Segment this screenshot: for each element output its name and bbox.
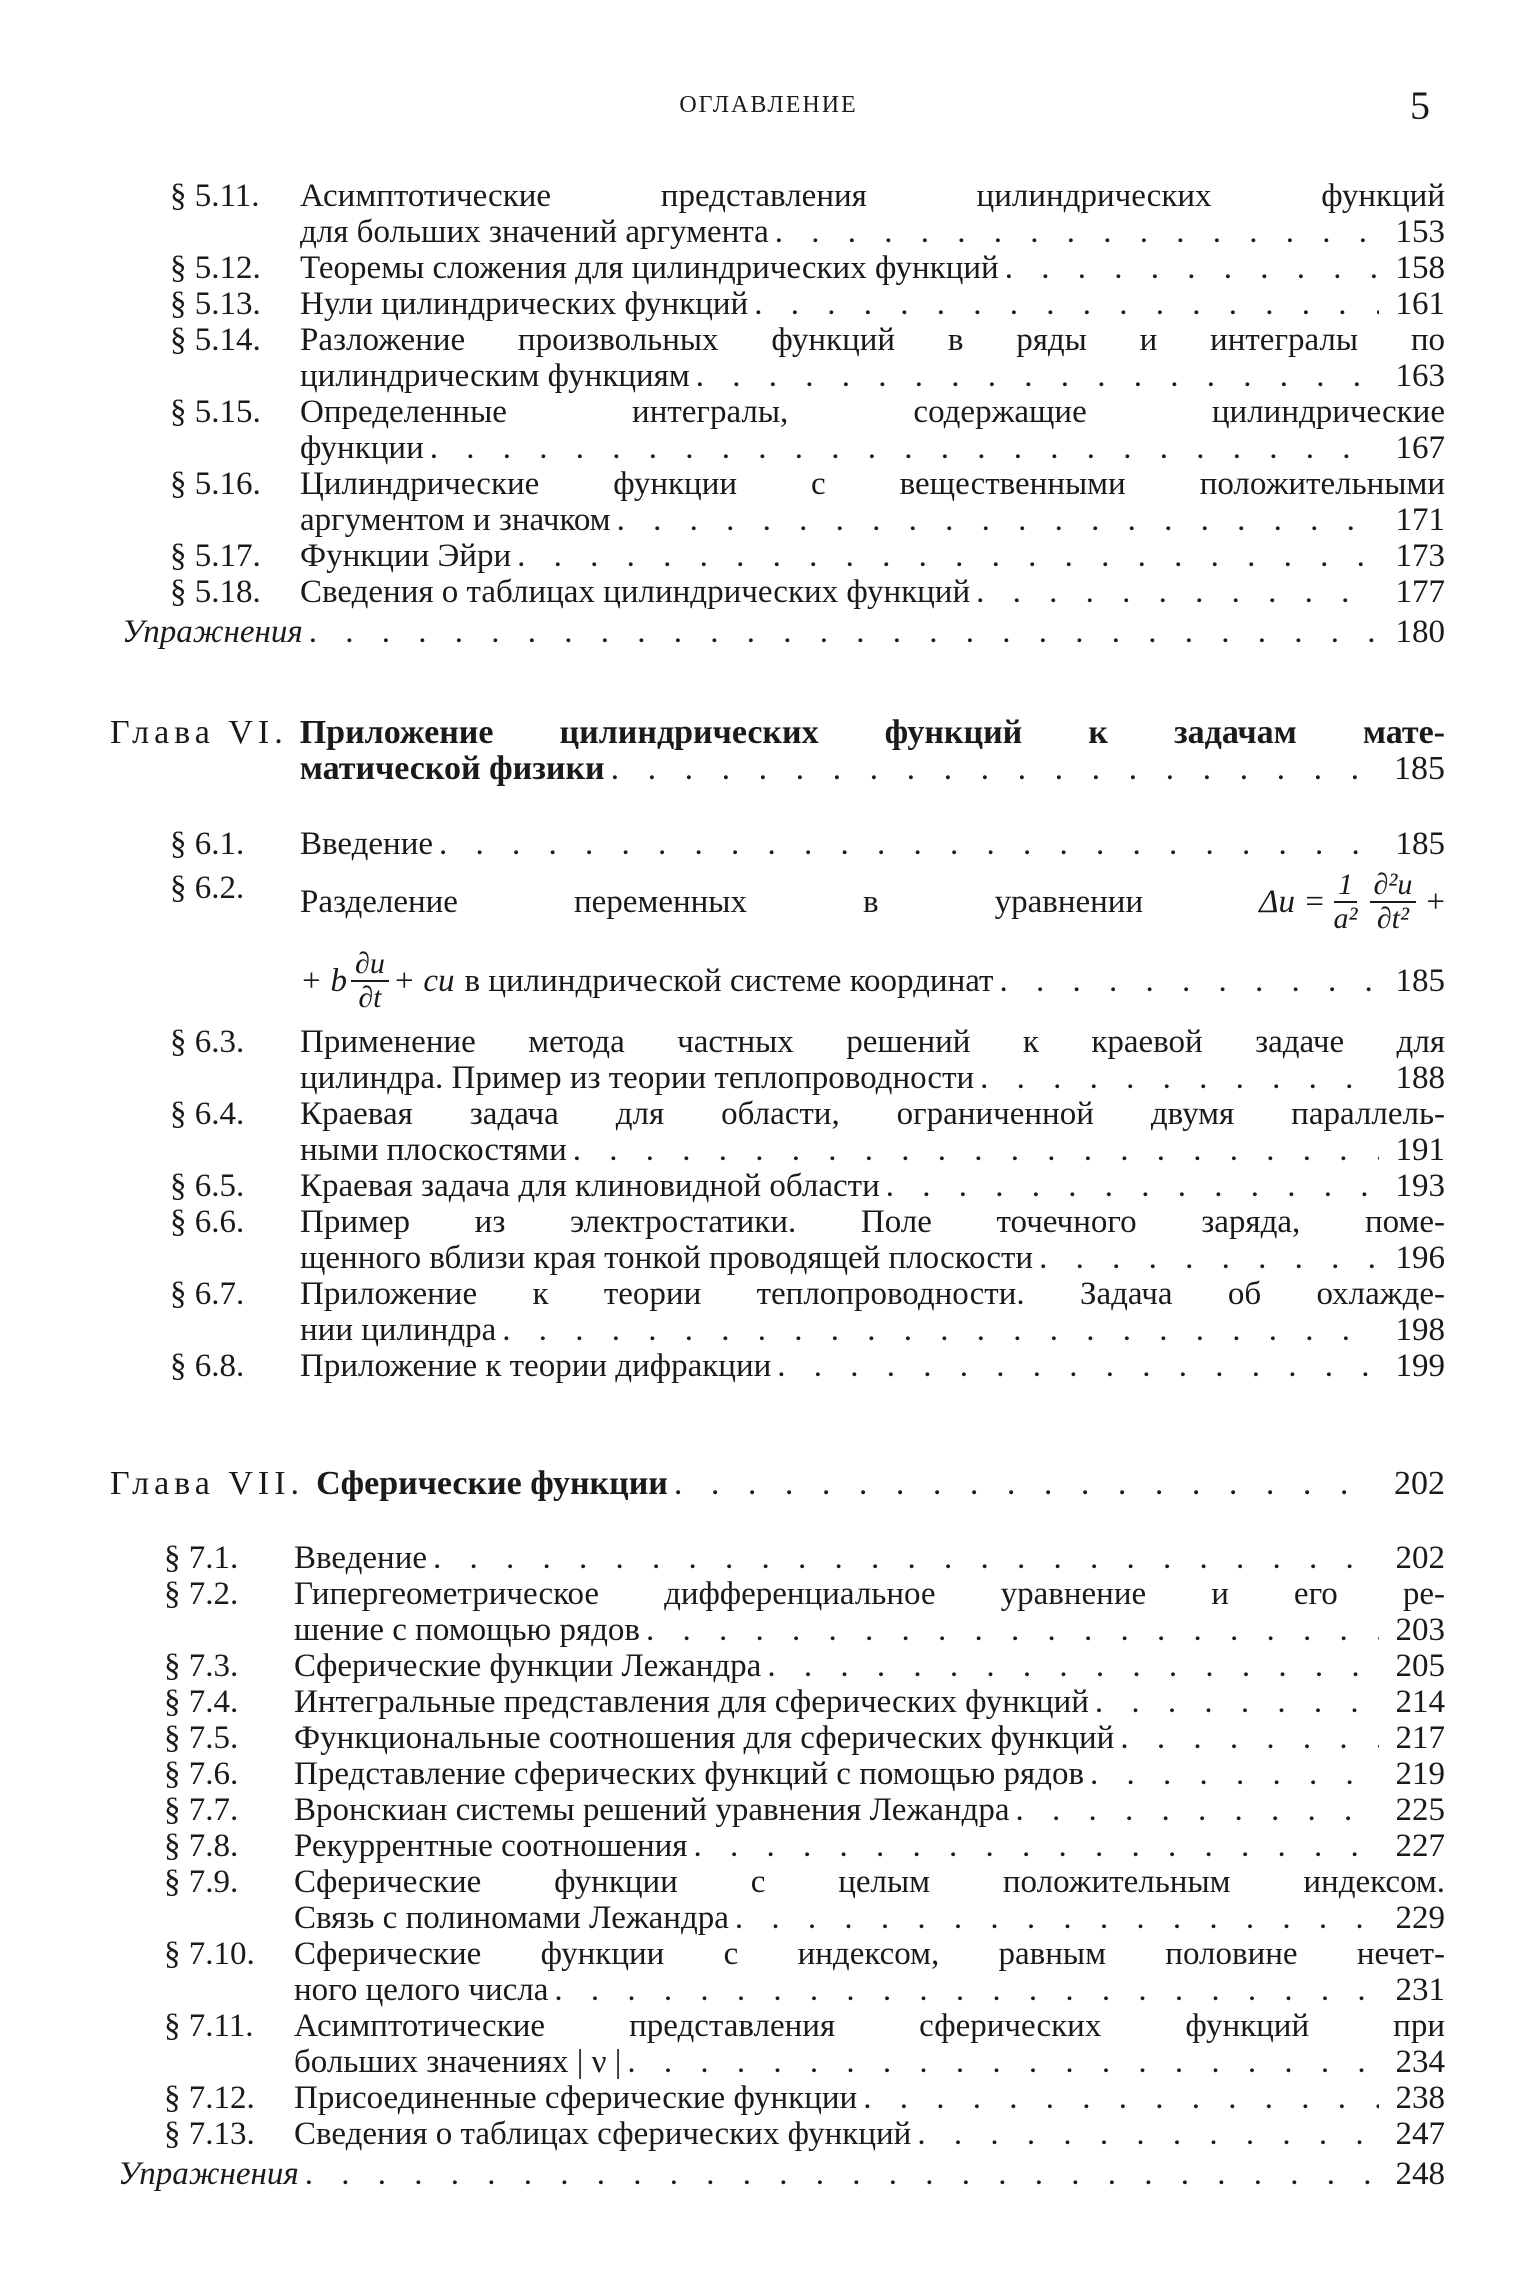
- toc-entry: [164, 1792, 1445, 1828]
- toc-entry: [164, 1864, 1445, 1936]
- entry-text: Сведения о таблицах цилиндрических функций: [300, 574, 971, 610]
- toc-entry: [170, 574, 1445, 610]
- section-number: § 5.18.: [170, 574, 261, 610]
- section-5-list: [122, 178, 1445, 650]
- page-ref: 177: [1395, 574, 1445, 610]
- toc-entry: [164, 1720, 1445, 1756]
- page-ref: 225: [1395, 1792, 1445, 1828]
- fraction-denominator: ∂t²: [1376, 902, 1410, 935]
- leader-dots: [693, 1828, 1379, 1864]
- entry-text: ного целого числа: [294, 1972, 549, 2008]
- entry-text-line: Асимптотические представления цилиндрических функций: [300, 178, 1445, 214]
- leader-dots: [980, 1060, 1379, 1096]
- entry-text: Представление сферических функций с помощью рядов: [294, 1756, 1085, 1792]
- toc-entry: [164, 2080, 1445, 2116]
- page-ref: 238: [1395, 2080, 1445, 2116]
- section-number: § 7.10.: [164, 1936, 255, 1972]
- fraction-denominator: ∂t: [358, 981, 382, 1014]
- entry-text-line: Краевая задача для области, ограниченной двумя параллель-: [300, 1096, 1445, 1132]
- entry-text: в цилиндрической системе координат: [464, 963, 994, 999]
- entry-text: ными плоскостями: [300, 1132, 567, 1168]
- entry-text-line: Асимптотические представления сферических функций при: [294, 2008, 1445, 2044]
- entry-text: Краевая задача для клиновидной области: [300, 1168, 880, 1204]
- toc-entry: [164, 1756, 1445, 1792]
- entry-text: Сферические функции Лежандра: [294, 1648, 762, 1684]
- section-number: § 5.13.: [170, 286, 261, 322]
- entry-text: цилиндра. Пример из теории теплопроводности: [300, 1060, 975, 1096]
- page-ref: 203: [1395, 1612, 1445, 1648]
- leader-dots: [611, 751, 1379, 787]
- chapter-title: Сферические функции: [316, 1465, 668, 1502]
- page-ref: 234: [1395, 2044, 1445, 2080]
- page-ref: 163: [1395, 358, 1445, 394]
- page-ref: 191: [1395, 1132, 1445, 1168]
- entry-text-line: Применение метода частных решений к краевой задаче для: [300, 1024, 1445, 1060]
- chapter-6-heading: [110, 715, 1445, 787]
- entry-text: в: [862, 884, 879, 920]
- section-number: § 5.14.: [170, 322, 261, 358]
- section-number: § 7.6.: [164, 1756, 239, 1792]
- page-ref: 173: [1395, 538, 1445, 574]
- entry-text: цилиндрическим функциям: [300, 358, 690, 394]
- page-number: 5: [1410, 83, 1430, 128]
- entry-text: больших значениях | ν |: [294, 2044, 622, 2080]
- page-ref: 161: [1395, 286, 1445, 322]
- toc-entry: [170, 394, 1445, 466]
- chapter-title-line: матической физики: [299, 750, 605, 787]
- leader-dots: [767, 1648, 1379, 1684]
- fraction-numerator: 1: [1334, 869, 1357, 903]
- exercises-entry: [122, 614, 1445, 650]
- section-number: § 6.5.: [170, 1168, 245, 1204]
- leader-dots: [976, 574, 1379, 610]
- entry-text: Разделение: [300, 884, 458, 920]
- toc-entry: [170, 1096, 1445, 1168]
- section-number: § 6.4.: [170, 1096, 245, 1132]
- entry-text-line: Цилиндрические функции с вещественными положительными: [300, 466, 1445, 502]
- toc-entry: [164, 1576, 1445, 1648]
- page-ref: 193: [1395, 1168, 1445, 1204]
- section-number: § 6.1.: [170, 826, 245, 862]
- toc-entry: [164, 2116, 1445, 2152]
- entry-text: щенного вблизи края тонкой проводящей плоскости: [300, 1240, 1034, 1276]
- section-number: § 5.15.: [170, 394, 261, 430]
- equation: [1259, 869, 1445, 935]
- section-number: § 7.1.: [164, 1540, 239, 1576]
- section-number: § 6.3.: [170, 1024, 245, 1060]
- exercises-label: Упражнения: [122, 614, 303, 650]
- section-number: § 7.5.: [164, 1720, 239, 1756]
- entry-text: уравнении: [994, 884, 1144, 920]
- entry-text: Сведения о таблицах сферических функций: [294, 2116, 912, 2152]
- toc-entry: [170, 178, 1445, 250]
- entry-text: Рекуррентные соотношения: [294, 1828, 688, 1864]
- entry-text: переменных: [573, 884, 747, 920]
- leader-dots: [754, 286, 1379, 322]
- page-ref: 217: [1395, 1720, 1445, 1756]
- page-ref: 227: [1395, 1828, 1445, 1864]
- entry-text: Вронскиан системы решений уравнения Лежандра: [294, 1792, 1010, 1828]
- chapter-label: Глава VI.: [110, 714, 288, 751]
- section-number: § 7.9.: [164, 1864, 239, 1900]
- toc-entry: [170, 1276, 1445, 1348]
- toc-entry: [170, 1348, 1445, 1384]
- toc-entry: [170, 1168, 1445, 1204]
- leader-dots: [999, 963, 1379, 999]
- leader-dots: [554, 1972, 1379, 2008]
- entry-text: Присоединенные сферические функции: [294, 2080, 858, 2116]
- toc-entry: [164, 1684, 1445, 1720]
- equation-term: + b: [300, 963, 348, 999]
- chapter-7-heading: [110, 1466, 1445, 1502]
- page-ref: 199: [1395, 1348, 1445, 1384]
- leader-dots: [1015, 1792, 1379, 1828]
- leader-dots: [517, 538, 1379, 574]
- section-number: § 5.12.: [170, 250, 261, 286]
- toc-entry: [170, 870, 1445, 1014]
- entry-text: для больших значений аргумента: [300, 214, 769, 250]
- leader-dots: [1090, 1756, 1379, 1792]
- leader-dots: [1095, 1684, 1379, 1720]
- leader-dots: [1039, 1240, 1379, 1276]
- page-ref: 153: [1395, 214, 1445, 250]
- fraction-denominator: a²: [1333, 902, 1358, 935]
- entry-text-line: Определенные интегралы, содержащие цилиндрические: [300, 394, 1445, 430]
- entry-text: функции: [300, 430, 424, 466]
- page-ref: 158: [1395, 250, 1445, 286]
- section-number: § 6.2.: [170, 870, 245, 906]
- section-number: § 7.8.: [164, 1828, 239, 1864]
- entry-text: шение с помощью рядов: [294, 1612, 641, 1648]
- section-6-list: [170, 826, 1445, 1384]
- section-number: § 6.7.: [170, 1276, 245, 1312]
- equation-lhs: Δu =: [1259, 884, 1326, 920]
- leader-dots: [777, 1348, 1379, 1384]
- toc-entry: [164, 1648, 1445, 1684]
- leader-dots: [863, 2080, 1379, 2116]
- page-ref: 167: [1395, 430, 1445, 466]
- page-ref: 198: [1395, 1312, 1445, 1348]
- leader-dots: [886, 1168, 1379, 1204]
- page-ref: 247: [1395, 2116, 1445, 2152]
- toc-entry: [170, 466, 1445, 538]
- toc-entry: [170, 322, 1445, 394]
- fraction: [351, 948, 389, 1014]
- page-ref: 219: [1395, 1756, 1445, 1792]
- section-number: § 6.8.: [170, 1348, 245, 1384]
- page-ref: 180: [1395, 614, 1445, 650]
- toc-entry: [170, 1024, 1445, 1096]
- page-ref: 171: [1395, 502, 1445, 538]
- leader-dots: [433, 1540, 1379, 1576]
- section-number: § 7.4.: [164, 1684, 239, 1720]
- equation-continuation: [300, 948, 993, 1014]
- fraction: [1330, 869, 1362, 935]
- leader-dots: [573, 1132, 1379, 1168]
- exercises-label: Упражнения: [118, 2156, 299, 2192]
- exercises-entry: [118, 2156, 1445, 2192]
- leader-dots: [775, 214, 1379, 250]
- toc-entry: [170, 538, 1445, 574]
- section-number: § 7.3.: [164, 1648, 239, 1684]
- leader-dots: [1120, 1720, 1379, 1756]
- toc-entry: [170, 826, 1445, 862]
- toc-entry: [170, 286, 1445, 322]
- toc-entry: [164, 1828, 1445, 1864]
- entry-text: Функциональные соотношения для сферических функций: [294, 1720, 1115, 1756]
- section-number: § 5.11.: [170, 178, 260, 214]
- toc-entry: [164, 2008, 1445, 2080]
- section-number: § 7.2.: [164, 1576, 239, 1612]
- leader-dots: [439, 826, 1379, 862]
- entry-text: Теоремы сложения для цилиндрических функций: [300, 250, 999, 286]
- toc-entry: [170, 250, 1445, 286]
- leader-dots: [305, 2156, 1379, 2192]
- leader-dots: [917, 2116, 1379, 2152]
- section-number: § 6.6.: [170, 1204, 245, 1240]
- page-ref: 231: [1395, 1972, 1445, 2008]
- entry-text-line: Гипергеометрическое дифференциальное уравнение и его ре-: [294, 1576, 1445, 1612]
- page-ref: 185: [1394, 750, 1445, 787]
- entry-text-line: Сферические функции с целым положительным индексом.: [294, 1864, 1445, 1900]
- section-number: § 5.16.: [170, 466, 261, 502]
- section-number: § 7.12.: [164, 2080, 255, 2116]
- fraction: [1370, 869, 1417, 935]
- leader-dots: [1005, 250, 1379, 286]
- equation-term: + cu: [392, 963, 455, 999]
- leader-dots: [735, 1900, 1379, 1936]
- page-ref: 229: [1395, 1900, 1445, 1936]
- page-ref: 202: [1395, 1540, 1445, 1576]
- section-7-list: [118, 1540, 1445, 2192]
- entry-text-line: Разложение произвольных функций в ряды и интегралы по: [300, 322, 1445, 358]
- leader-dots: [430, 430, 1379, 466]
- entry-text: Введение: [294, 1540, 428, 1576]
- entry-text: Нули цилиндрических функций: [300, 286, 749, 322]
- entry-text-line: Сферические функции с индексом, равным половине нечет-: [294, 1936, 1445, 1972]
- page-ref: 185: [1395, 826, 1445, 862]
- section-number: § 5.17.: [170, 538, 261, 574]
- plus-sign: +: [1426, 884, 1445, 920]
- entry-text-line: Приложение к теории теплопроводности. Задача об охлажде-: [300, 1276, 1445, 1312]
- section-number: § 7.7.: [164, 1792, 239, 1828]
- toc-entry: [164, 1540, 1445, 1576]
- toc-entry: [164, 1936, 1445, 2008]
- page-ref: 196: [1395, 1240, 1445, 1276]
- leader-dots: [696, 358, 1379, 394]
- entry-text: аргументом и значком: [300, 502, 611, 538]
- page-ref: 214: [1395, 1684, 1445, 1720]
- entry-text: Введение: [300, 826, 434, 862]
- leader-dots: [617, 502, 1379, 538]
- section-number: § 7.11.: [164, 2008, 254, 2044]
- running-title: ОГЛАВЛЕНИЕ: [679, 92, 858, 118]
- chapter-label: Глава VII.: [110, 1465, 305, 1502]
- fraction-numerator: ∂²u: [1370, 869, 1417, 903]
- fraction-numerator: ∂u: [351, 948, 389, 982]
- entry-text: Связь с полиномами Лежандра: [294, 1900, 729, 1936]
- section-number: § 7.13.: [164, 2116, 255, 2152]
- page-ref: 202: [1394, 1465, 1445, 1502]
- page-ref: 188: [1395, 1060, 1445, 1096]
- page-ref: 185: [1395, 963, 1445, 999]
- leader-dots: [646, 1612, 1379, 1648]
- toc-entry: [170, 1204, 1445, 1276]
- leader-dots: [502, 1312, 1379, 1348]
- page-ref: 205: [1395, 1648, 1445, 1684]
- entry-text: Интегральные представления для сферических функций: [294, 1684, 1089, 1720]
- leader-dots: [674, 1466, 1379, 1502]
- entry-text: Функции Эйри: [300, 538, 512, 574]
- leader-dots: [309, 614, 1379, 650]
- leader-dots: [627, 2044, 1379, 2080]
- page-ref: 248: [1395, 2156, 1445, 2192]
- entry-text-line: Пример из электростатики. Поле точечного заряда, поме-: [300, 1204, 1445, 1240]
- chapter-title-line: Приложение цилиндрических функций к задачам мате-: [299, 714, 1445, 751]
- entry-text: Приложение к теории дифракции: [300, 1348, 772, 1384]
- entry-text: нии цилиндра: [300, 1312, 497, 1348]
